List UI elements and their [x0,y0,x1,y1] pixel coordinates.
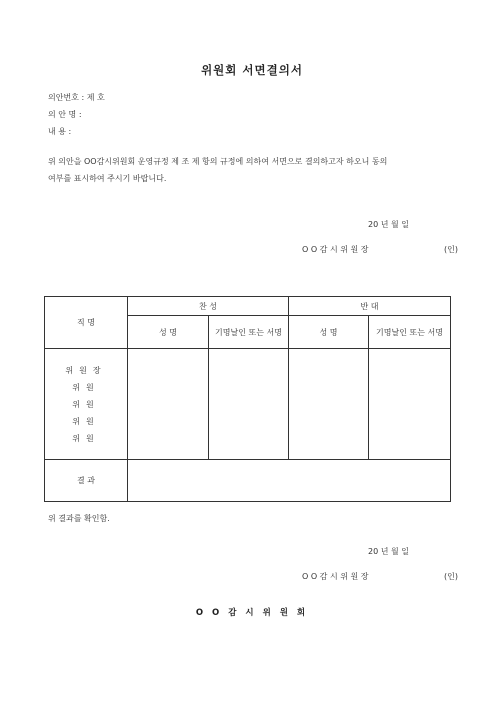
resolution-table [44,296,451,502]
approve-seal-col: 기명날인 또는 서명 [209,316,289,349]
chair-label-top: O O 감 시 위 원 장 [302,245,369,254]
oppose-seal-cell [369,349,451,460]
date-line-bottom: 20 년 월 일 [368,547,409,556]
oppose-header: 반 대 [289,297,451,316]
intro-paragraph-line-1: 위 의안을 OO감시위원회 운영규정 제 조 제 항의 규정에 의하여 서면으로 결의하고자 하오니 동의 [48,157,388,166]
approve-name-col: 성 명 [128,316,209,349]
member-title: 위원 [72,399,100,409]
member-title: 위원 [72,382,100,392]
approve-header: 찬 성 [128,297,289,316]
member-title: 위원 [72,416,100,426]
agenda-content-field: 내 용 : [48,127,72,136]
agenda-number-field: 의안번호 : 제 호 [48,93,105,102]
member-title: 위원 [72,433,100,443]
intro-paragraph-line-2: 여부를 표시하여 주시기 바랍니다. [48,174,167,183]
oppose-name-cell [289,349,369,460]
result-cell [128,460,451,502]
seal-mark-bottom: (인) [444,572,458,581]
result-label: 결 과 [45,460,128,502]
seal-mark-top: (인) [444,245,458,254]
member-title: 위원장 [65,365,107,375]
chair-label-bottom: O O 감 시 위 원 장 [302,572,369,581]
approve-seal-cell [209,349,289,460]
organization-name: O O 감 시 위 원 회 [195,608,309,618]
date-line-top: 20 년 월 일 [368,220,409,229]
oppose-name-col: 성 명 [289,316,369,349]
approve-name-cell [128,349,209,460]
agenda-name-field: 의 안 명 : [48,110,82,119]
confirm-text: 위 결과를 확인함. [48,514,110,523]
document-title: 위원회 서면결의서 [201,63,303,77]
oppose-seal-col: 기명날인 또는 서명 [369,316,451,349]
position-header: 직 명 [45,297,128,349]
members-list-cell [45,349,128,460]
